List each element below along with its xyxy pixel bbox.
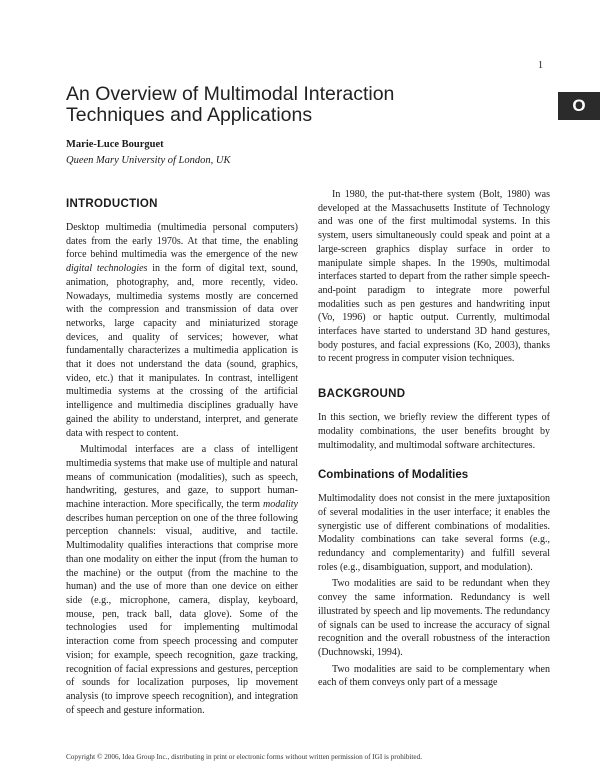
article-title [66, 84, 536, 126]
author-affiliation: Queen Mary University of London, UK [66, 155, 231, 166]
background-heading: BACKGROUND [318, 388, 406, 401]
page-number: 1 [538, 60, 543, 71]
right-column [318, 189, 550, 690]
introduction-heading: INTRODUCTION [66, 198, 158, 210]
author-name: Marie-Luce Bourguet [66, 139, 164, 150]
combinations-paragraph-2: Two modalities are said to be redundant when they convey the same information. Redundancy is well illustrated by speech and lip movements. The redundancy of signals can be used to increase the accuracy of signal recognition and the overall robustness of the interaction (Duchnowski, 1994). [318, 578, 550, 658]
digital-technologies-link-text: digital technologies [66, 263, 148, 275]
intro-paragraph-1: Desktop multimedia (multimedia personal computers) dates from the early 1970s. At that time, the enabling force behind multimedia was the emergence of the new digital technologies in the form of digital text, sound, animation, photography, and, more recently, video. Nowadays, multimedia systems mostly are concerned with the compression and transmission of data over networks, large capacity and miniaturized storage devices, and quality of services; however, what fundamentally characterizes a multimedia application is that it does not understand the data (sound, graphics, video, etc.) that it manipulates. In contrast, intelligent multimedia systems at the crossing of the artificial intelligence and multimedia disciplines gradually have gained the ability to understand, interpret, and generate data with respect to content. [66, 222, 299, 439]
intro-paragraph-3: In 1980, the put-that-there system (Bolt, 1980) was developed at the Massachusetts Institute of Technology and was one of the first multimodal systems. In this system, users simultaneously could speak and point at a large-screen graphics display surface in order to manipulate simple shapes. In the 1990s, multimodal interfaces started to depart from the rather simple speech-and-point paradigm to integrate more powerful modalities such as pen gestures and handwriting input (Vo, 1996) or haptic output. Currently, multimodal interfaces have started to understand 3D hand gestures, body postures, and facial expressions (Ko, 2003), thanks to recent progress in computer vision techniques. [318, 189, 550, 365]
background-paragraph: In this section, we briefly review the different types of modality combinations, the user benefits brought by multimodality, and multimodal software architectures. [318, 412, 550, 451]
title-line-1: An Overview of Multimodal Interaction [66, 83, 395, 105]
section-letter-tab: O [558, 92, 600, 120]
intro-paragraph-2: Multimodal interfaces are a class of intelligent multimedia systems that make use of multiple and natural means of communication (modalities), such as speech, handwriting, gestures, and gaze, to support human-machine interaction. More specifically, the term modality describes human perception on one of the three following perception channels: visual, auditive, and tactile. Multimodality qualifies interactions that comprise more than one modality on either the input (from the human to the machine) or the output (from the machine to the human) and the use of more than one device on either side (e.g., microphone, camera, display, keyboard, mouse, pen, track ball, data glove). Some of the technologies used for implementing multimodal interaction come from speech processing and computer vision; for example, speech recognition, gaze tracking, recognition of facial expressions and gestures, perception of sounds for localization purposes, lip movement analysis (to improve speech recognition), and integration of speech and gesture information. [66, 444, 298, 716]
combinations-subheading: Combinations of Modalities [318, 469, 469, 482]
combinations-paragraph-3: Two modalities are said to be complementary when each of them conveys only part of a message [318, 663, 550, 689]
copyright-footer: Copyright © 2006, Idea Group Inc., distributing in print or electronic forms without written permission of IGI is prohibited. [66, 753, 422, 761]
modality-term: modality [263, 499, 298, 511]
left-column [66, 198, 298, 717]
title-line-2: Techniques and Applications [66, 104, 313, 126]
combinations-paragraph-1: Multimodality does not consist in the mere juxtaposition of several modalities in the user interface; it enables the synergistic use of different combinations of modalities. Modality combinations can take several forms (e.g., redundancy and complementarity) and fulfill several roles (e.g., disambiguation, support, and modulation). [318, 493, 550, 573]
